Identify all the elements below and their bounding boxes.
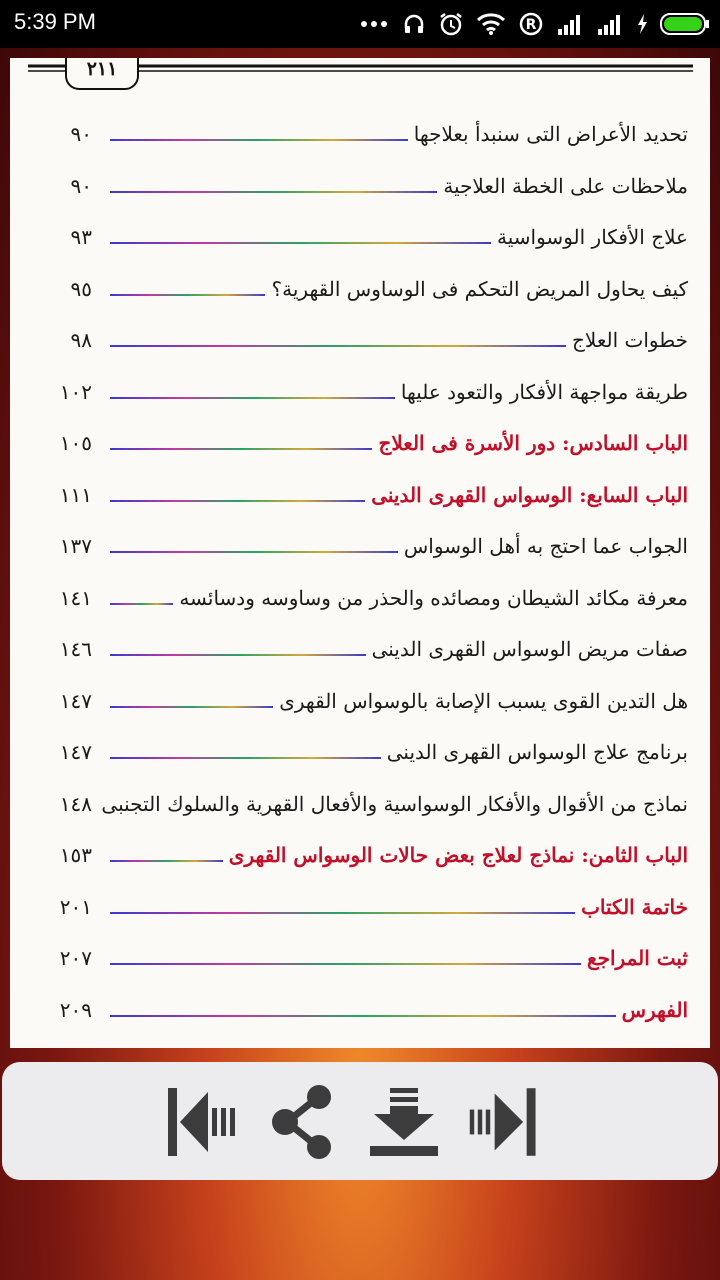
toc-entry [10, 376, 710, 416]
toc-entry-page: ٩٣ [70, 225, 92, 249]
toc-leader-line [110, 191, 437, 193]
toc-leader-line [110, 345, 566, 347]
toc-entry [10, 788, 710, 828]
toc-entry-title: نماذج من الأقوال والأفكار الوسواسية والأفعال القهرية والسلوك التجنبى [101, 791, 688, 816]
svg-text:R: R [525, 17, 537, 33]
bottom-toolbar [2, 1062, 718, 1180]
download-icon [366, 1084, 442, 1160]
toc-entry-title: الفهرس [621, 997, 688, 1022]
headset-icon [402, 12, 426, 36]
toc-leader-line [110, 963, 581, 965]
toc-entry [10, 633, 710, 673]
toc-entry-title: هل التدين القوى يسبب الإصابة بالوسواس القهرى [279, 688, 688, 713]
toc-entry-page: ٢٠١ [59, 894, 92, 919]
toc-leader-line [110, 860, 223, 862]
toc-entry-title: ثبت المراجع [586, 946, 688, 970]
signal-icon [596, 13, 624, 35]
toc-entry-page: ٩٠ [70, 122, 92, 146]
toc-entry [10, 736, 710, 776]
toc-leader-line [110, 397, 395, 399]
toc-entry-page: ٩٨ [70, 328, 92, 352]
toc-entry-title: الباب السادس: دور الأسرة فى العلاج [378, 431, 688, 455]
toc-entry-title: معرفة مكائد الشيطان ومصائده والحذر من وساوسه ودسائسه [179, 585, 688, 610]
toc-entry [10, 221, 710, 261]
toc-leader-line [110, 757, 381, 759]
toc-entry-page: ٢٠٧ [59, 946, 92, 970]
last-page-button[interactable] [468, 1082, 548, 1162]
toc-leader-line [110, 242, 491, 244]
toc-entry-title: خطوات العلاج [572, 328, 688, 352]
toc-entry [10, 685, 710, 725]
toc-entry-title: طريقة مواجهة الأفكار والتعود عليها [400, 379, 688, 404]
toc-entry-page: ١٥٣ [59, 843, 92, 867]
status-icons [360, 0, 710, 48]
toc-entry-page: ١٤٧ [59, 740, 92, 764]
toc-entry [10, 891, 710, 931]
roaming-icon [518, 11, 544, 37]
toc-entry-title: صفات مريض الوسواس القهرى الدينى [371, 637, 688, 661]
toc-entry-title: الباب السابع: الوسواس القهرى الدينى [371, 482, 688, 507]
toc-entry-page: ١٣٧ [59, 534, 92, 558]
toc-leader-line [110, 1015, 616, 1017]
toc-entry [10, 994, 710, 1034]
toc-entry-title: ملاحظات على الخطة العلاجية [443, 173, 688, 198]
more-notifications-icon [360, 19, 390, 29]
toc-entry [10, 273, 710, 313]
toc-entry [10, 942, 710, 982]
battery-icon [660, 12, 710, 36]
toc-entry-page: ١٠٢ [59, 379, 92, 404]
status-time: 5:39 PM [14, 9, 96, 34]
toc-entry-page: ١٠٥ [59, 431, 92, 455]
toc-entry-page: ١٤٦ [59, 637, 92, 661]
toc-entry-title: تحديد الأعراض التى سنبدأ بعلاجها [413, 122, 688, 146]
toc-entry [10, 839, 710, 879]
share-icon [267, 1084, 337, 1160]
toc-entry [10, 530, 710, 570]
toc-entry-page: ٢٠٩ [59, 997, 92, 1022]
toc-leader-line [110, 654, 366, 656]
toc-entry [10, 427, 710, 467]
toc-leader-line [110, 551, 398, 553]
toc-leader-line [110, 500, 365, 502]
signal-icon [556, 13, 584, 35]
toc-leader-line [110, 912, 575, 914]
alarm-icon [438, 11, 464, 37]
toc-leader-line [110, 139, 408, 141]
skip-first-icon [164, 1084, 240, 1160]
toc-entry-title: الباب الثامن: نماذج لعلاج بعض حالات الوسواس القهرى [228, 843, 688, 867]
wifi-icon [476, 12, 506, 36]
toc-entry-title: الجواب عما احتج به أهل الوسواس [403, 534, 688, 558]
toc-entry-page: ٩٥ [70, 276, 92, 301]
toc-entry-page: ١٤٧ [59, 688, 92, 713]
skip-last-icon [468, 1082, 548, 1162]
toc-entry [10, 582, 710, 622]
toc-entry [10, 324, 710, 364]
toc-leader-line [110, 294, 265, 296]
download-button[interactable] [364, 1082, 444, 1162]
toc-entry-title: كيف يحاول المريض التحكم فى الوساوس القهرية؟ [271, 276, 688, 301]
book-page[interactable] [10, 58, 710, 1048]
toc-entry-page: ١١١ [59, 482, 92, 507]
toc-leader-line [110, 603, 173, 605]
toc-leader-line [110, 448, 372, 450]
toc-entry-title: برنامج علاج الوسواس القهرى الدينى [386, 740, 688, 764]
charging-icon [636, 13, 648, 35]
page-number: ٢١١ [65, 58, 139, 90]
toc-entry [10, 170, 710, 210]
status-bar [0, 0, 720, 48]
toc-entry-title: علاج الأفكار الوسواسية [497, 225, 688, 249]
toc-entry [10, 118, 710, 158]
share-button[interactable] [262, 1082, 342, 1162]
toc-entry [10, 479, 710, 519]
toc-leader-line [110, 706, 273, 708]
toc-entry-page: ١٤١ [59, 585, 92, 610]
toc-entry-page: ٩٠ [70, 173, 92, 198]
toc-entry-page: ١٤٨ [59, 791, 92, 816]
first-page-button[interactable] [162, 1082, 242, 1162]
toc-entry-title: خاتمة الكتاب [581, 894, 688, 919]
